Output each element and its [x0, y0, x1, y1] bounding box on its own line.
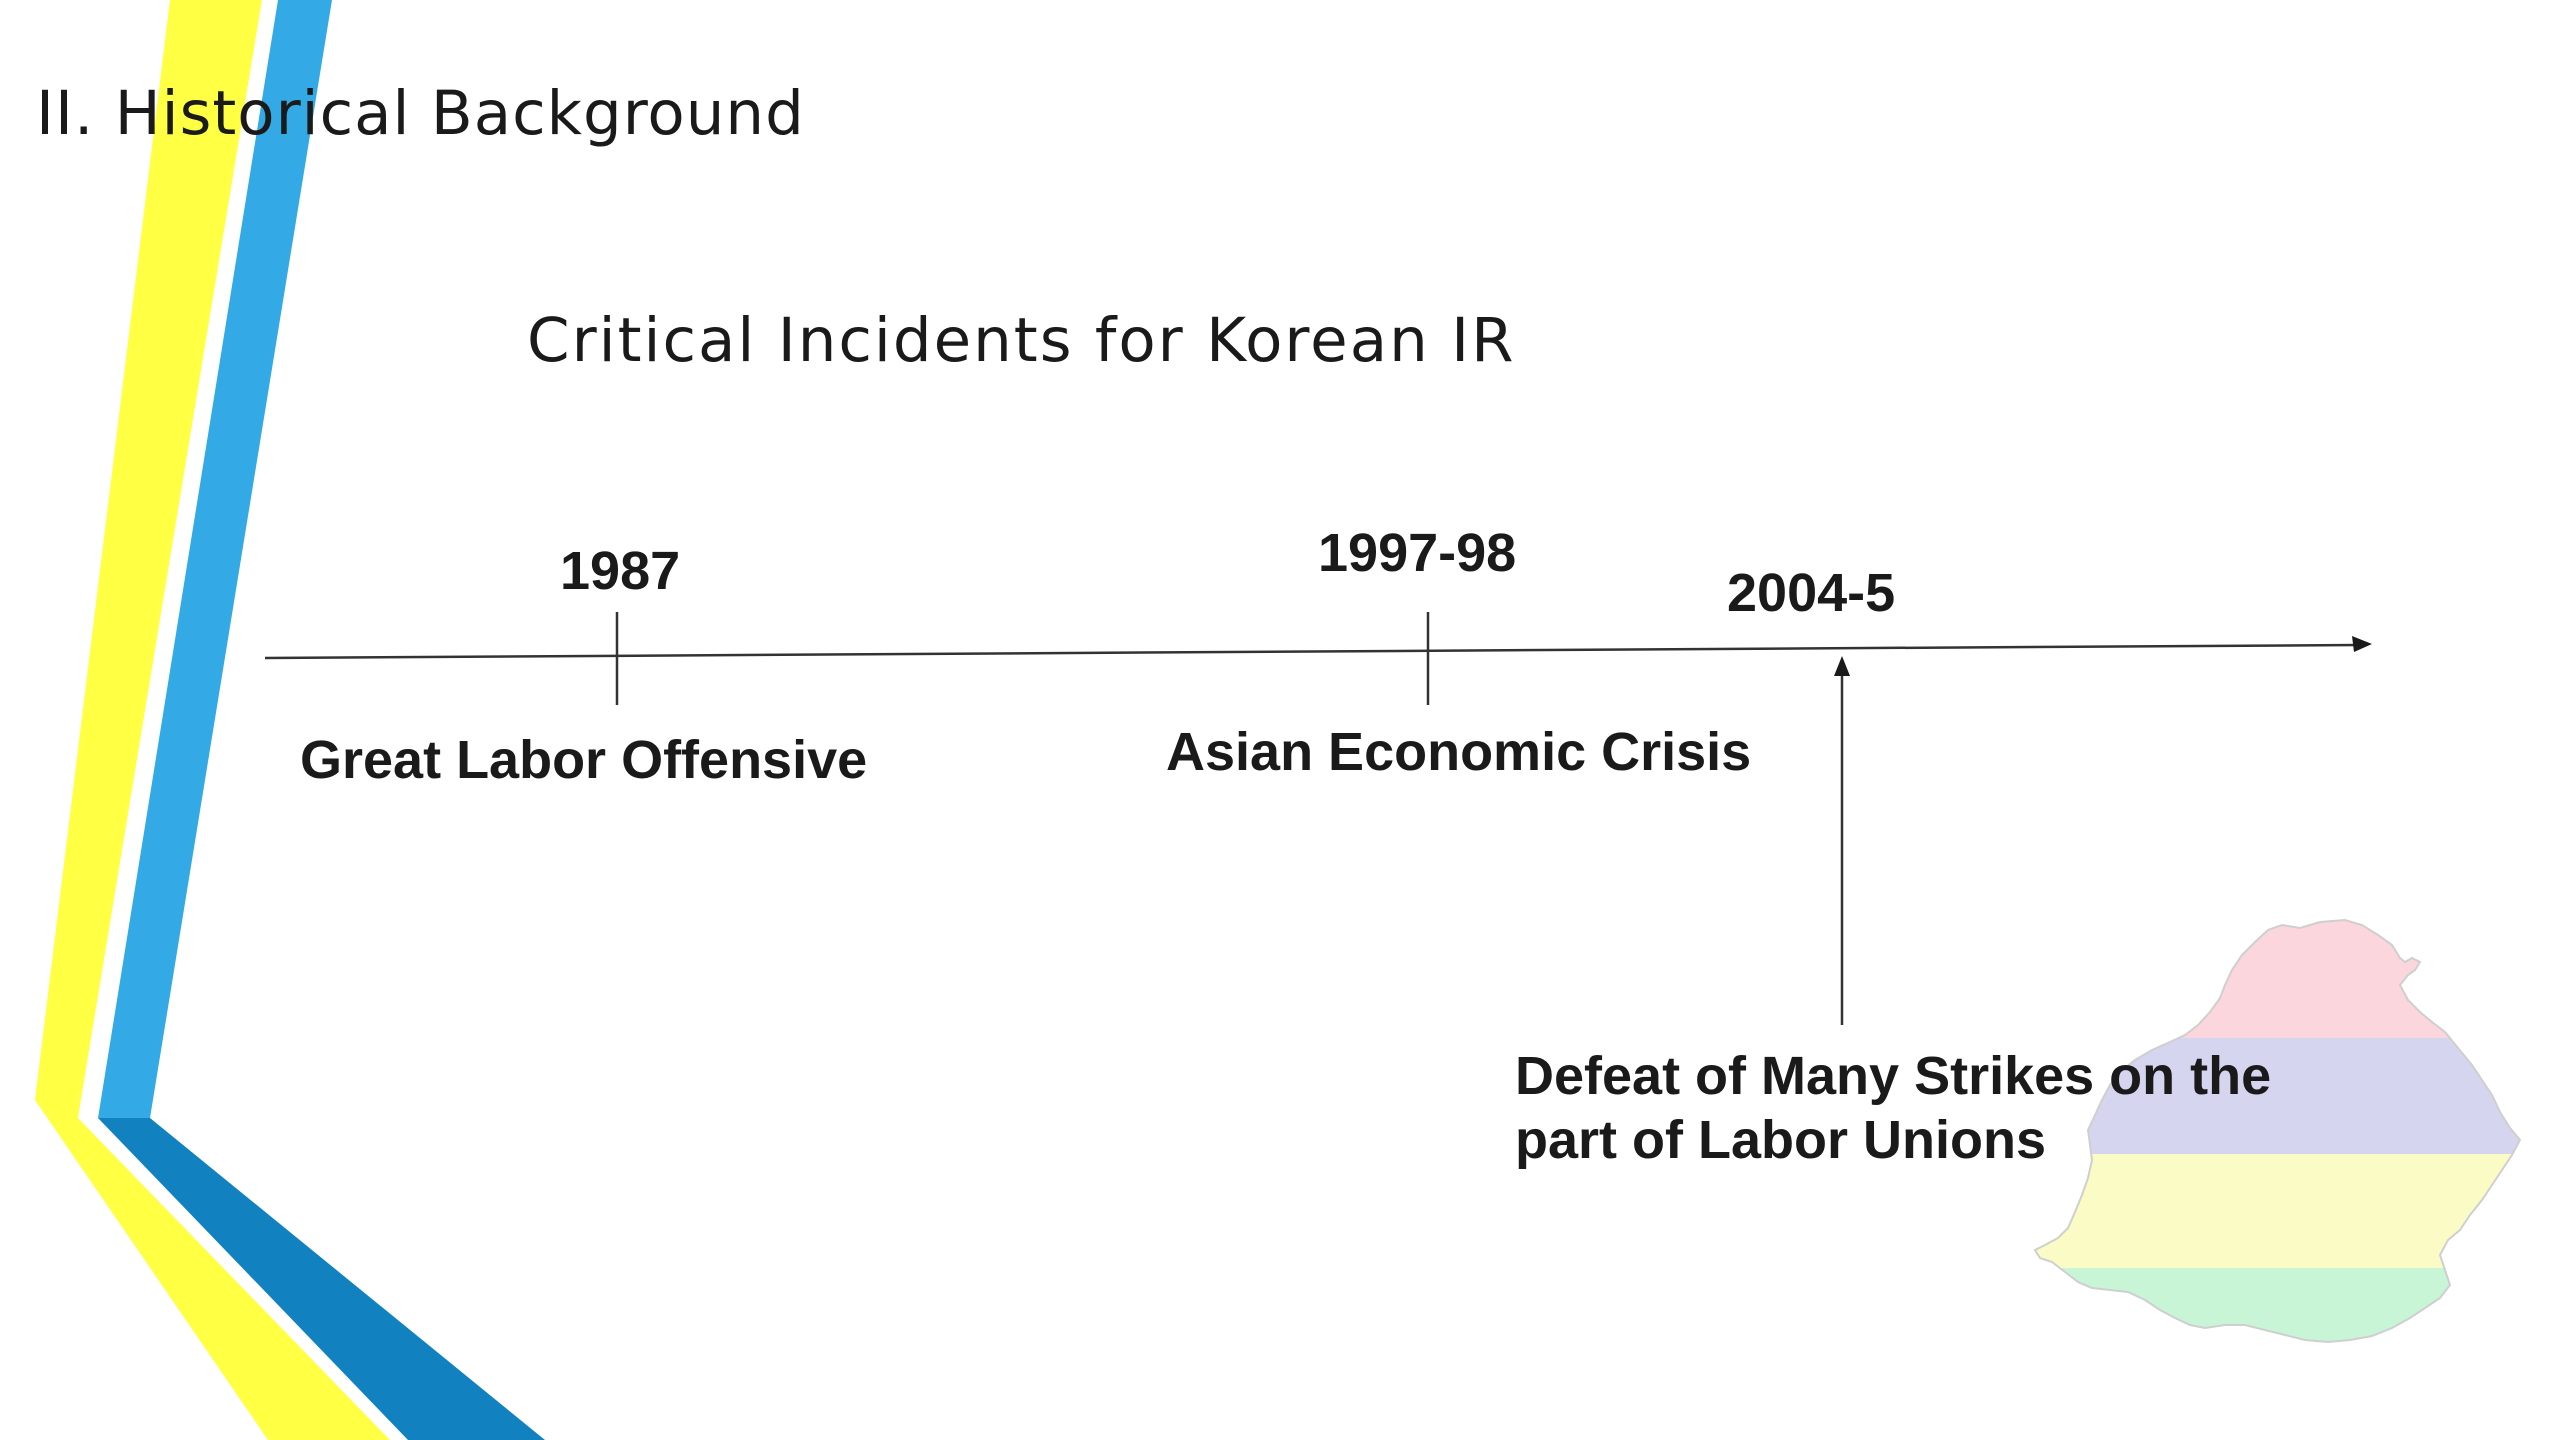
slide-title: II. Historical Background: [36, 78, 805, 149]
event-label-defeat-of-strikes: [1515, 1044, 2271, 1172]
event-label-great-labor-offensive: Great Labor Offensive: [300, 730, 868, 790]
event-label-line-2: part of Labor Unions: [1515, 1110, 2046, 1170]
event-label-line-1: Defeat of Many Strikes on the: [1515, 1046, 2272, 1106]
left-stripes-decoration: [35, 0, 545, 1440]
year-label-1987: 1987: [560, 541, 681, 601]
timeline-axis: [265, 645, 2358, 658]
arrow-2004-head: [1834, 656, 1850, 676]
year-label-2004-5: 2004-5: [1727, 563, 1896, 623]
timeline-subtitle: Critical Incidents for Korean IR: [527, 305, 1516, 376]
year-label-1997-98: 1997-98: [1318, 523, 1517, 583]
timeline-arrowhead: [2352, 636, 2372, 652]
event-label-asian-economic-crisis: Asian Economic Crisis: [1166, 722, 1752, 782]
